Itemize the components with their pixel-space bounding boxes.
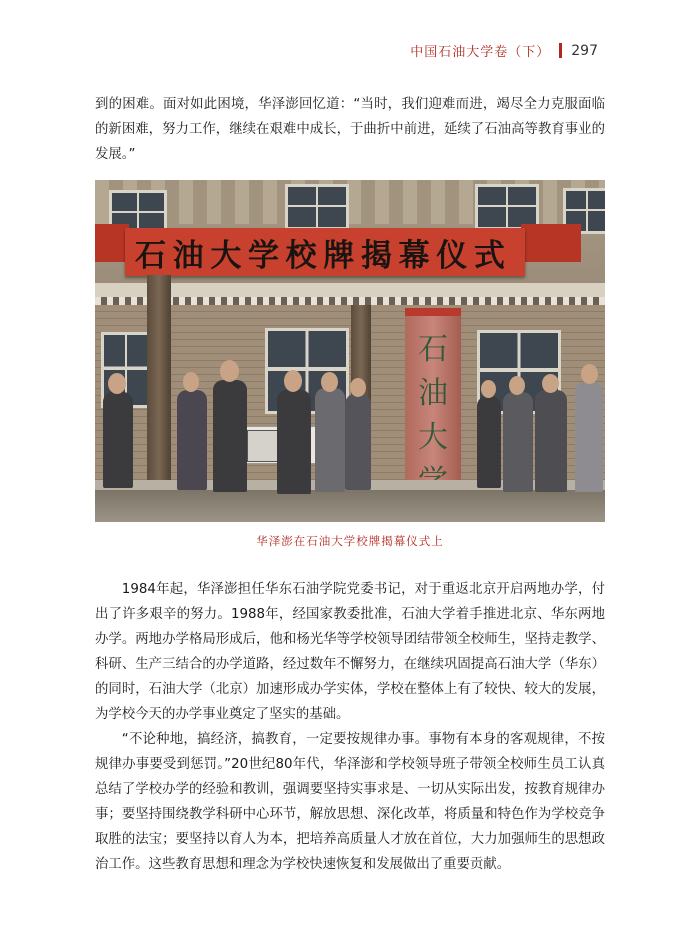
photo-caption: 华泽澎在石油大学校牌揭幕仪式上 (256, 534, 444, 548)
photo-banner-text (135, 230, 505, 274)
banner-char: 仪 (436, 237, 468, 274)
bottom-paragraph-block (95, 577, 605, 877)
paragraph: 1984年起，华泽澎担任华东石油学院党委书记，对于重返北京开启两地办学，付出了许多艰辛的努力。1988年，经国家教委批准，石油大学着手推进北京、华东两地办学。两地办学格局形成后，他和杨光华等学校领导团结带领全校师生，坚持走教学、科研、生产三结合的办学道路，经过数年不懈努力，在继续巩固提高石油大学（华东）的同时，石油大学（北京）加速形成办学实体，学校在整体上有了较快、较大的发展，为学校今天的办学事业奠定了坚实的基础。 (95, 582, 605, 722)
photo-eave-dentils (95, 297, 605, 305)
banner-char: 校 (285, 237, 317, 274)
banner-char: 大 (210, 237, 242, 274)
photo-school-plaque (405, 308, 461, 494)
paragraph: “不论种地，搞经济，搞教育，一定要按规律办事。事物有本身的客观规律，不按规律办事要受到惩罚。”20世纪80年代，华泽澎和学校领导班子带领全校师生员工认真总结了学校办学的经验和教训，强调要坚持实事求是、一切从实际出发，按教育规律办事；要坚持围绕教学科研中心环节，解放思想、深化改革，将质量和特色作为学校竞争取胜的法宝；要坚持以育人为本，把培养高质量人才放在首位，大力加强师生的思想政治工作。这些教育思想和理念为学校快速恢复和发展做出了重要贡献。 (95, 732, 605, 872)
photo-person-head (350, 378, 366, 397)
photo-person (177, 390, 207, 490)
photo-person (277, 390, 311, 494)
banner-char: 学 (247, 237, 279, 274)
top-paragraph-block (95, 92, 605, 167)
photo-person (477, 396, 501, 488)
photo-person-head (183, 372, 199, 392)
photo-person-head (284, 370, 302, 392)
photo-eave (95, 283, 605, 297)
header-divider (559, 43, 562, 58)
photo-window (285, 184, 349, 230)
plaque-char: 石 (418, 332, 448, 367)
photo-person (503, 392, 533, 492)
banner-char: 牌 (323, 237, 355, 274)
banner-char: 揭 (360, 237, 392, 274)
book-title: 中国石油大学卷（下） (410, 45, 551, 60)
photo-person-head (481, 380, 496, 398)
photo-person-head (542, 374, 559, 393)
photo-banner-tail (521, 224, 581, 262)
photo-person (535, 390, 567, 492)
photo-person (345, 394, 371, 490)
photo-banner-tail (95, 224, 129, 262)
paragraph: 到的困难。面对如此困境，华泽澎回忆道：“当时，我们迎难而进，竭尽全力克服面临的新困难，努力工作，继续在艰难中成长，于曲折中前进，延续了石油高等教育事业的发展。” (95, 97, 605, 162)
banner-char: 石 (135, 237, 166, 274)
photo-person (213, 380, 247, 492)
photo-person (575, 382, 603, 492)
photo-person-head (220, 360, 239, 382)
banner-char: 幕 (398, 237, 430, 274)
banner-char: 油 (172, 237, 204, 274)
photo-person-head (321, 372, 338, 392)
photo-person-head (108, 373, 126, 394)
photo-person-head (509, 376, 525, 395)
ceremony-photo (95, 180, 605, 522)
running-header (410, 41, 598, 60)
plaque-char: 油 (418, 376, 448, 411)
plaque-char: 大 (418, 420, 448, 455)
photo-pillar (147, 275, 171, 490)
photo-person-head (581, 364, 598, 384)
banner-char: 式 (473, 237, 505, 274)
photo-person (315, 388, 345, 492)
photo-ground (95, 490, 605, 522)
photo-person (103, 392, 133, 488)
page-number: 297 (571, 42, 598, 59)
